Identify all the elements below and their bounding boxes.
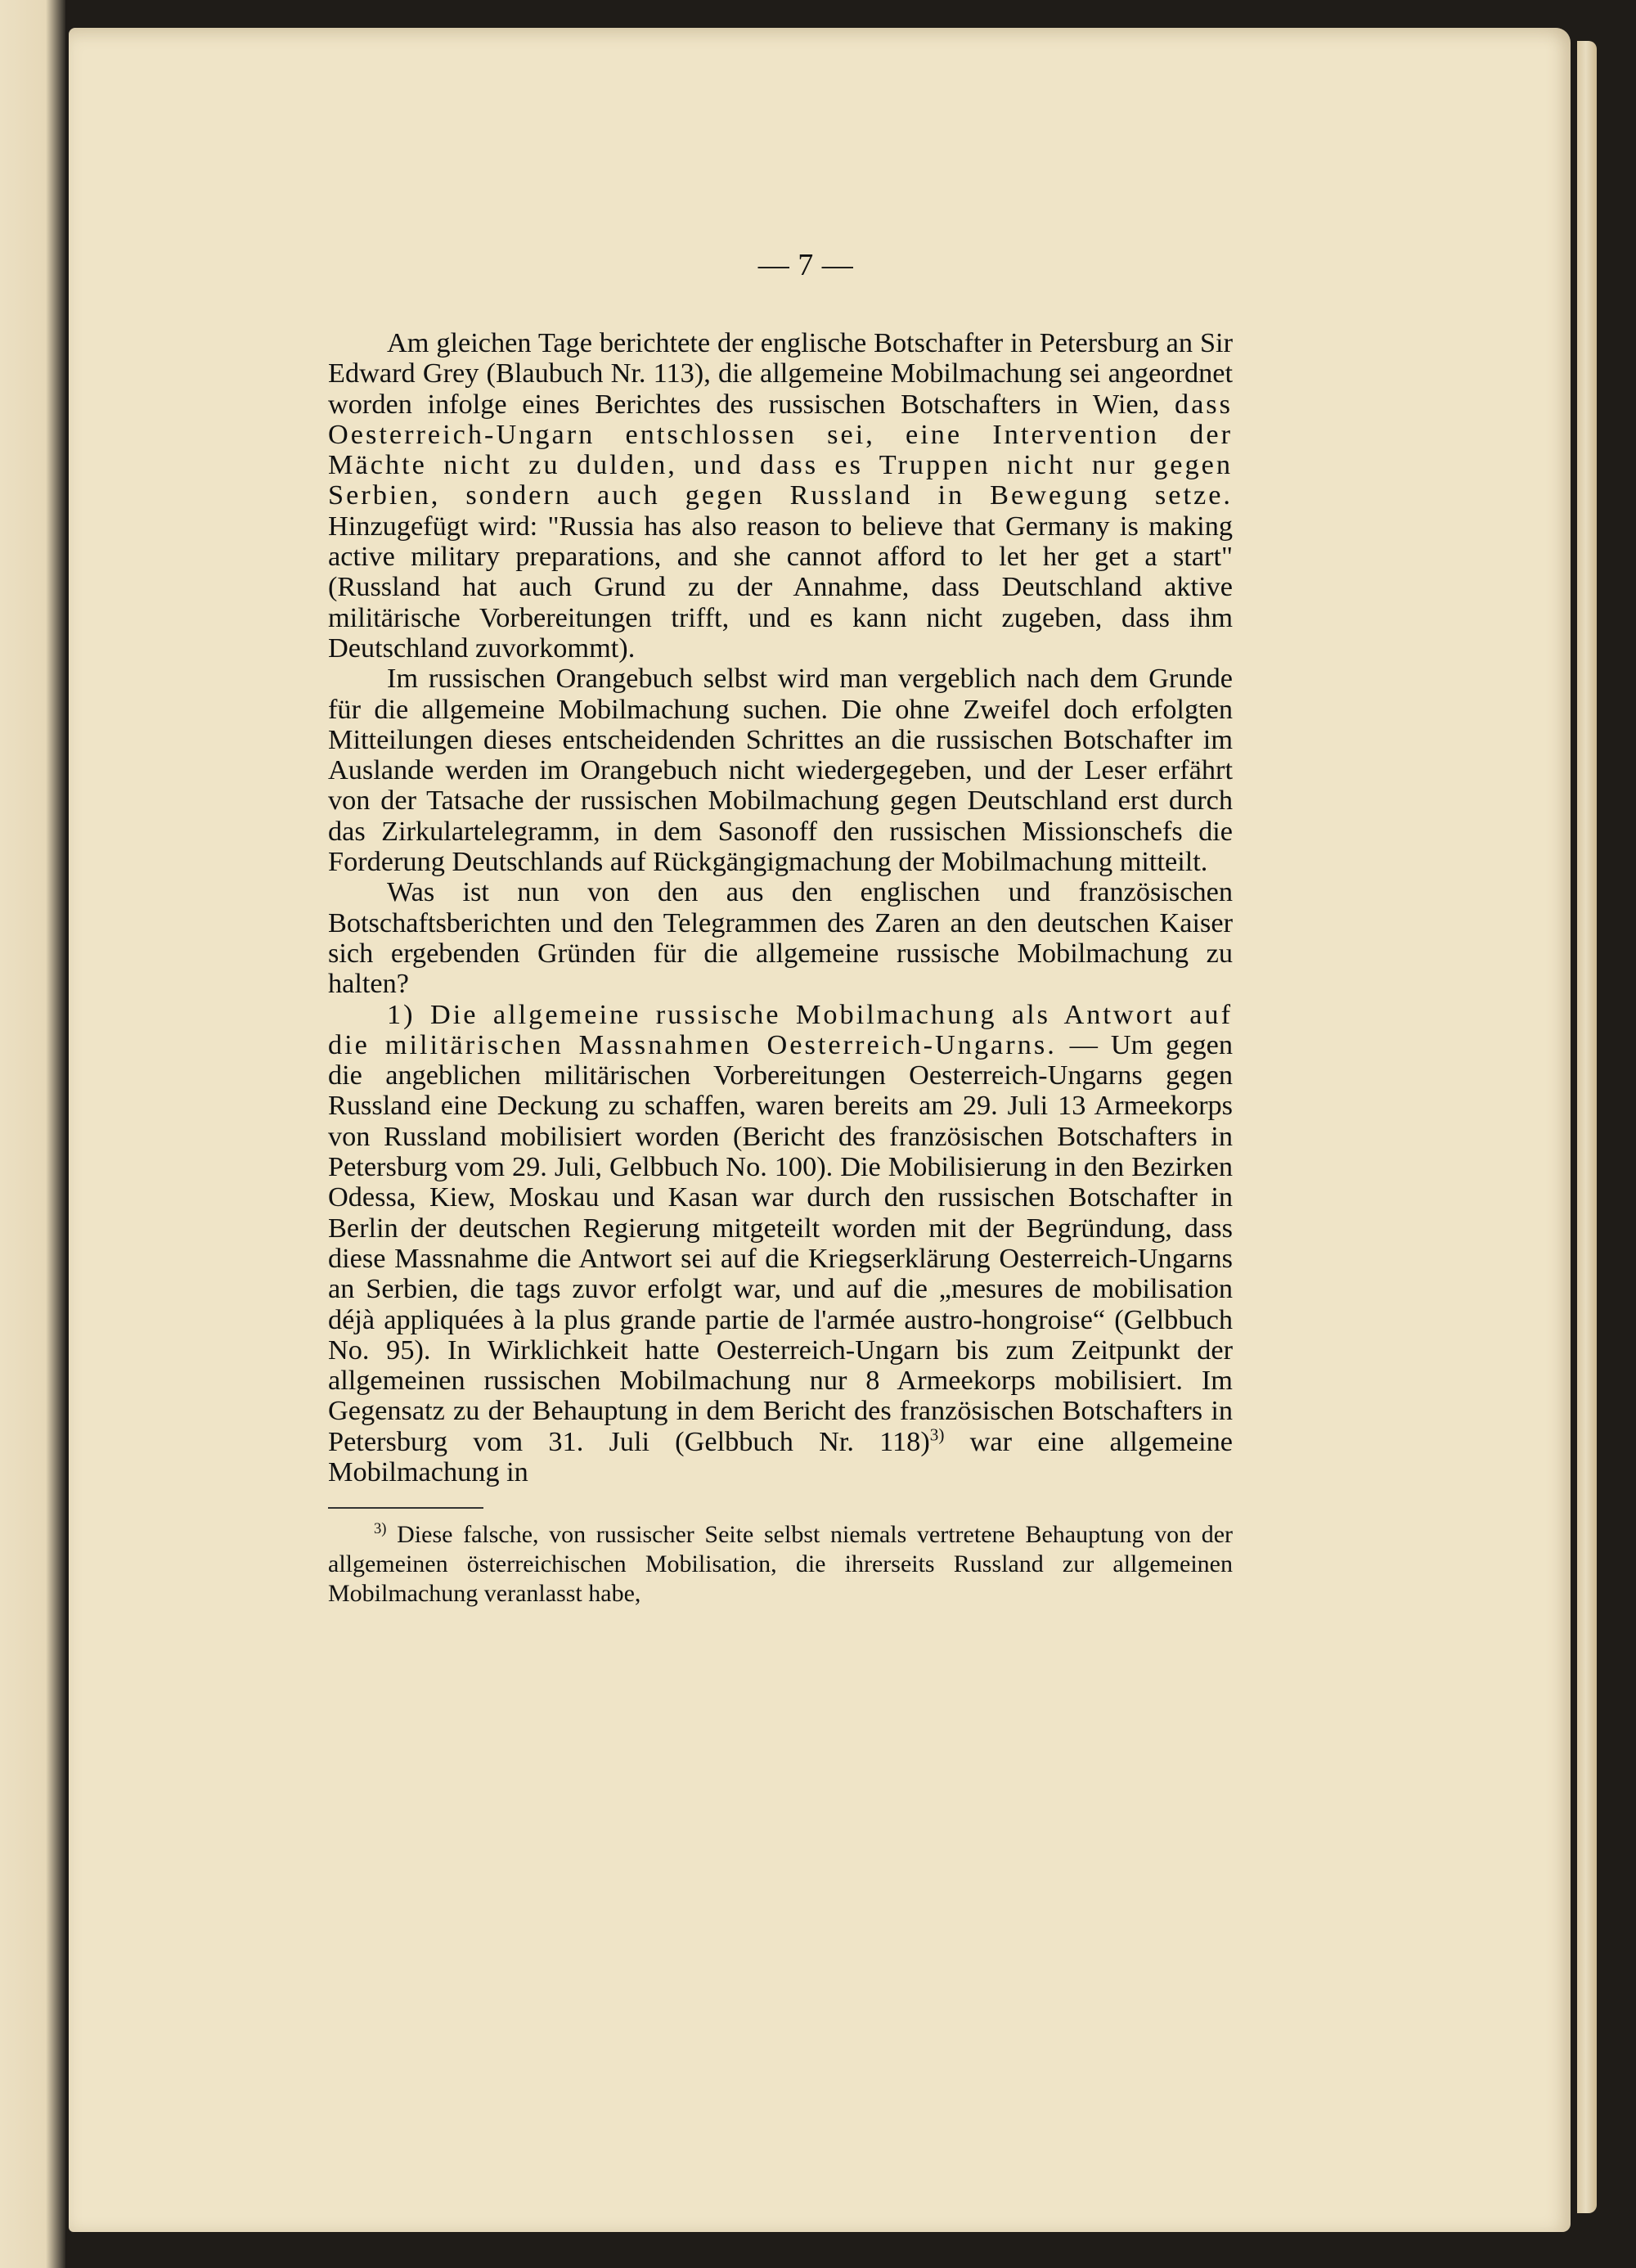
page-number: — 7 —: [757, 248, 854, 282]
paragraph-1-text-a: Am gleichen Tage berichtete der englische Botschafter in Petersburg an Sir Edward Grey (Blaubuch Nr. 113), die allgemeine Mobilmachung sei angeordnet worden infolge eines Berichtes des russischen Botschafters in Wien,: [328, 327, 1233, 420]
footnote-reference: 3): [929, 1424, 945, 1445]
paragraph-4: [328, 1000, 1233, 1488]
paragraph-1: [328, 328, 1233, 664]
footnote-divider: [328, 1507, 483, 1509]
facing-page-edge: [0, 0, 65, 2268]
section-heading: 1) Die allgemeine russische Mobilmachung als Antwort auf die militärischen Massnahmen Oesterreich-Ungarns.: [328, 998, 1233, 1060]
paragraph-4-tail: war eine allgemeine Mobilmachung in: [328, 1425, 1233, 1487]
footnote-marker: 3): [374, 1520, 387, 1538]
paragraph-2: Im russischen Orangebuch selbst wird man vergeblich nach dem Grunde für die allgemeine Mobilmachung suchen. Die ohne Zweifel doch erfolgten Mitteilungen dieses entscheidenden Schrittes an die russischen Botschafter im Auslande werden im Orangebuch nicht wiedergegeben, und der Leser erfährt von der Tatsache der russischen Mobilmachung gegen Deutschland erst durch das Zirkulartelegramm, in dem Sasonoff den russischen Missionschefs die Forderung Deutschlands auf Rückgängigmachung der Mobilmachung mitteilt.: [328, 663, 1233, 878]
page-content: [328, 250, 1233, 1609]
page-stack-edge: [1577, 41, 1597, 2213]
footnote-text: Diese falsche, von russischer Seite selbst niemals vertretene Behauptung von der allgemeinen österreichischen Mobilisation, die ihrerseits Russland zur allgemeinen Mobilmachung veranlasst habe,: [328, 1521, 1234, 1608]
paragraph-1-text-b: Hinzugefügt wird: "Russia has also reason to believe that Germany is making active military preparations, and she cannot afford to let her get a start" (Russland hat auch Grund zu der Annahme, dass Deutschland aktive militärische Vorbereitungen trifft, und es kann nicht zugeben, dass ihm Deutschland zuvorkommt).: [328, 510, 1233, 664]
body-text: [328, 328, 1233, 1487]
paragraph-4-text: — Um gegen die angeblichen militärischen Vorbereitungen Oesterreich-Ungarns gegen Russland eine Deckung zu schaffen, waren bereits am 29. Juli 13 Armeekorps von Russland mobilisiert worden (Bericht des französischen Botschafters in Petersburg vom 29. Juli, Gelbbuch No. 100). Die Mobilisierung in den Bezirken Odessa, Kiew, Moskau und Kasan war durch den russischen Botschafter in Berlin der deutschen Regierung mitgeteilt worden mit der Begründung, dass diese Massnahme die Antwort sei auf die Kriegserklärung Oesterreich-Ungarns an Serbien, die tags zuvor erfolgt war, und auf die „mesures de mobilisation déjà appliquées à la plus grande partie de l'armée austro-hongroise“ (Gelbbuch No. 95). In Wirklichkeit hatte Oesterreich-Ungarn bis zum Zeitpunkt der allgemeinen russischen Mobilmachung nur 8 Armeekorps mobilisiert. Im Gegensatz zu der Behauptung in dem Bericht des französischen Botschafters in Petersburg vom 31. Juli (Gelbbuch Nr. 118): [328, 1028, 1234, 1457]
footnote: [328, 1520, 1233, 1609]
paragraph-3: Was ist nun von den aus den englischen und französischen Botschaftsberichten und den Telegrammen des Zaren an den deutschen Kaiser sich ergebenden Gründen für die allgemeine russische Mobilmachung zu halten?: [328, 876, 1233, 1000]
paragraph-1-spaced-text: dass Oesterreich-Ungarn entschlossen sei, eine Intervention der Mächte nicht zu dulden, und dass es Truppen nicht nur gegen Serbien, sondern auch gegen Russland in Bewegung setze.: [328, 388, 1234, 511]
